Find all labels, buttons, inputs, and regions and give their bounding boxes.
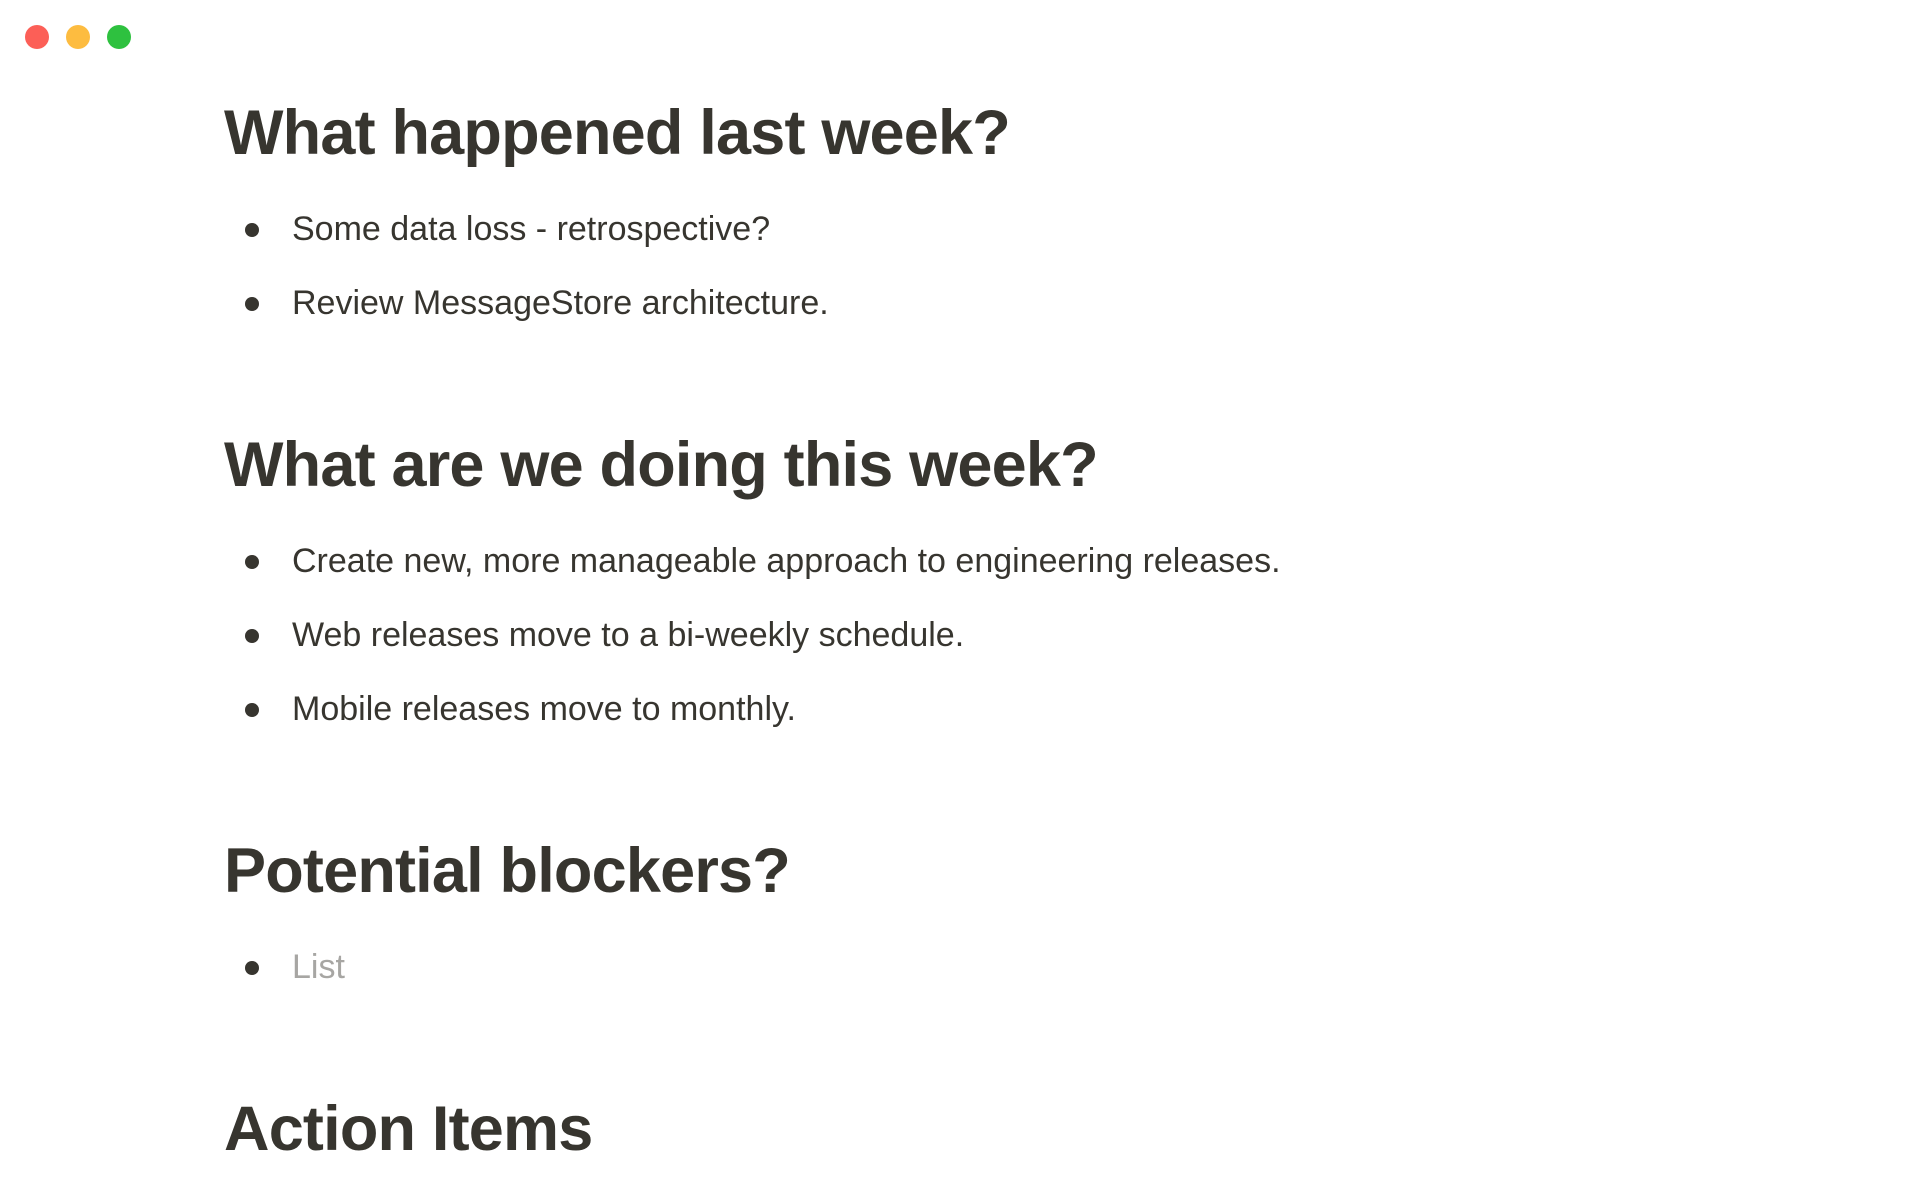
- list-item[interactable]: [224, 598, 1624, 672]
- bullet-list: [224, 192, 1624, 340]
- section-action-items: [224, 1090, 1624, 1168]
- bullet-icon: [245, 703, 259, 717]
- bullet-icon: [245, 223, 259, 237]
- window-controls: [25, 25, 131, 49]
- list-placeholder: List: [292, 948, 345, 986]
- minimize-button[interactable]: [66, 25, 90, 49]
- section-potential-blockers: [224, 832, 1624, 1004]
- section-what-are-we-doing-this-week: [224, 426, 1624, 746]
- heading-what-are-we-doing-this-week[interactable]: What are we doing this week?: [224, 430, 1098, 500]
- list-item-text: Mobile releases move to monthly.: [292, 690, 796, 728]
- close-button[interactable]: [25, 25, 49, 49]
- bullet-list: [224, 930, 1624, 1004]
- list-item-text: Create new, more manageable approach to engineering releases.: [292, 542, 1281, 580]
- list-item[interactable]: [224, 524, 1624, 598]
- section-what-happened-last-week: [224, 94, 1624, 340]
- bullet-icon: [245, 961, 259, 975]
- bullet-icon: [245, 297, 259, 311]
- bullet-list: [224, 524, 1624, 746]
- list-item-text: Review MessageStore architecture.: [292, 284, 829, 322]
- heading-potential-blockers[interactable]: Potential blockers?: [224, 836, 790, 906]
- bullet-icon: [245, 629, 259, 643]
- zoom-button[interactable]: [107, 25, 131, 49]
- bullet-icon: [245, 555, 259, 569]
- list-item[interactable]: [224, 192, 1624, 266]
- list-item-text: Some data loss - retrospective?: [292, 210, 771, 248]
- list-item-text: Web releases move to a bi-weekly schedule.: [292, 616, 965, 654]
- list-item-empty[interactable]: [224, 930, 1624, 1004]
- list-item[interactable]: [224, 672, 1624, 746]
- list-item[interactable]: [224, 266, 1624, 340]
- heading-what-happened-last-week[interactable]: What happened last week?: [224, 98, 1010, 168]
- heading-action-items[interactable]: Action Items: [224, 1094, 593, 1164]
